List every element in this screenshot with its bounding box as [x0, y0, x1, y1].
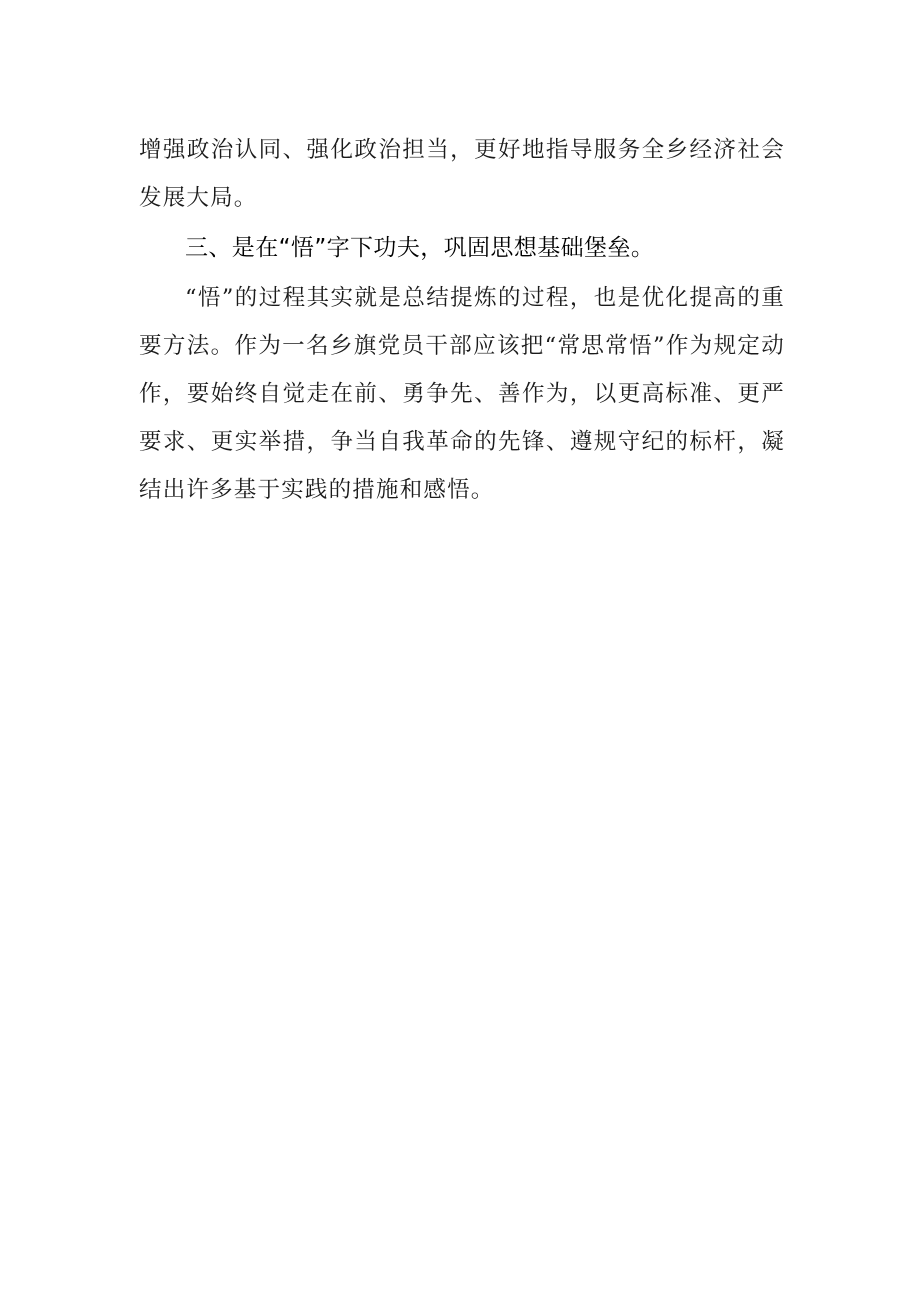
document-body: [139, 126, 785, 514]
paragraph-section-3: “悟”的过程其实就是总结提炼的过程，也是优化提高的重要方法。作为一名乡旗党员干部应该把“常思常悟”作为规定动作，要始终自觉走在前、勇争先、善作为，以更高标准、更严要求、更实举措，争当自我革命的先锋、遵规守纪的标杆，凝结出许多基于实践的措施和感悟。: [139, 285, 785, 503]
section-heading-3: 三、是在“悟”字下功夫，巩固思想基础堡垒。: [185, 235, 655, 261]
paragraph-continued: 增强政治认同、强化政治担当，更好地指导服务全乡经济社会发展大局。: [139, 137, 785, 211]
